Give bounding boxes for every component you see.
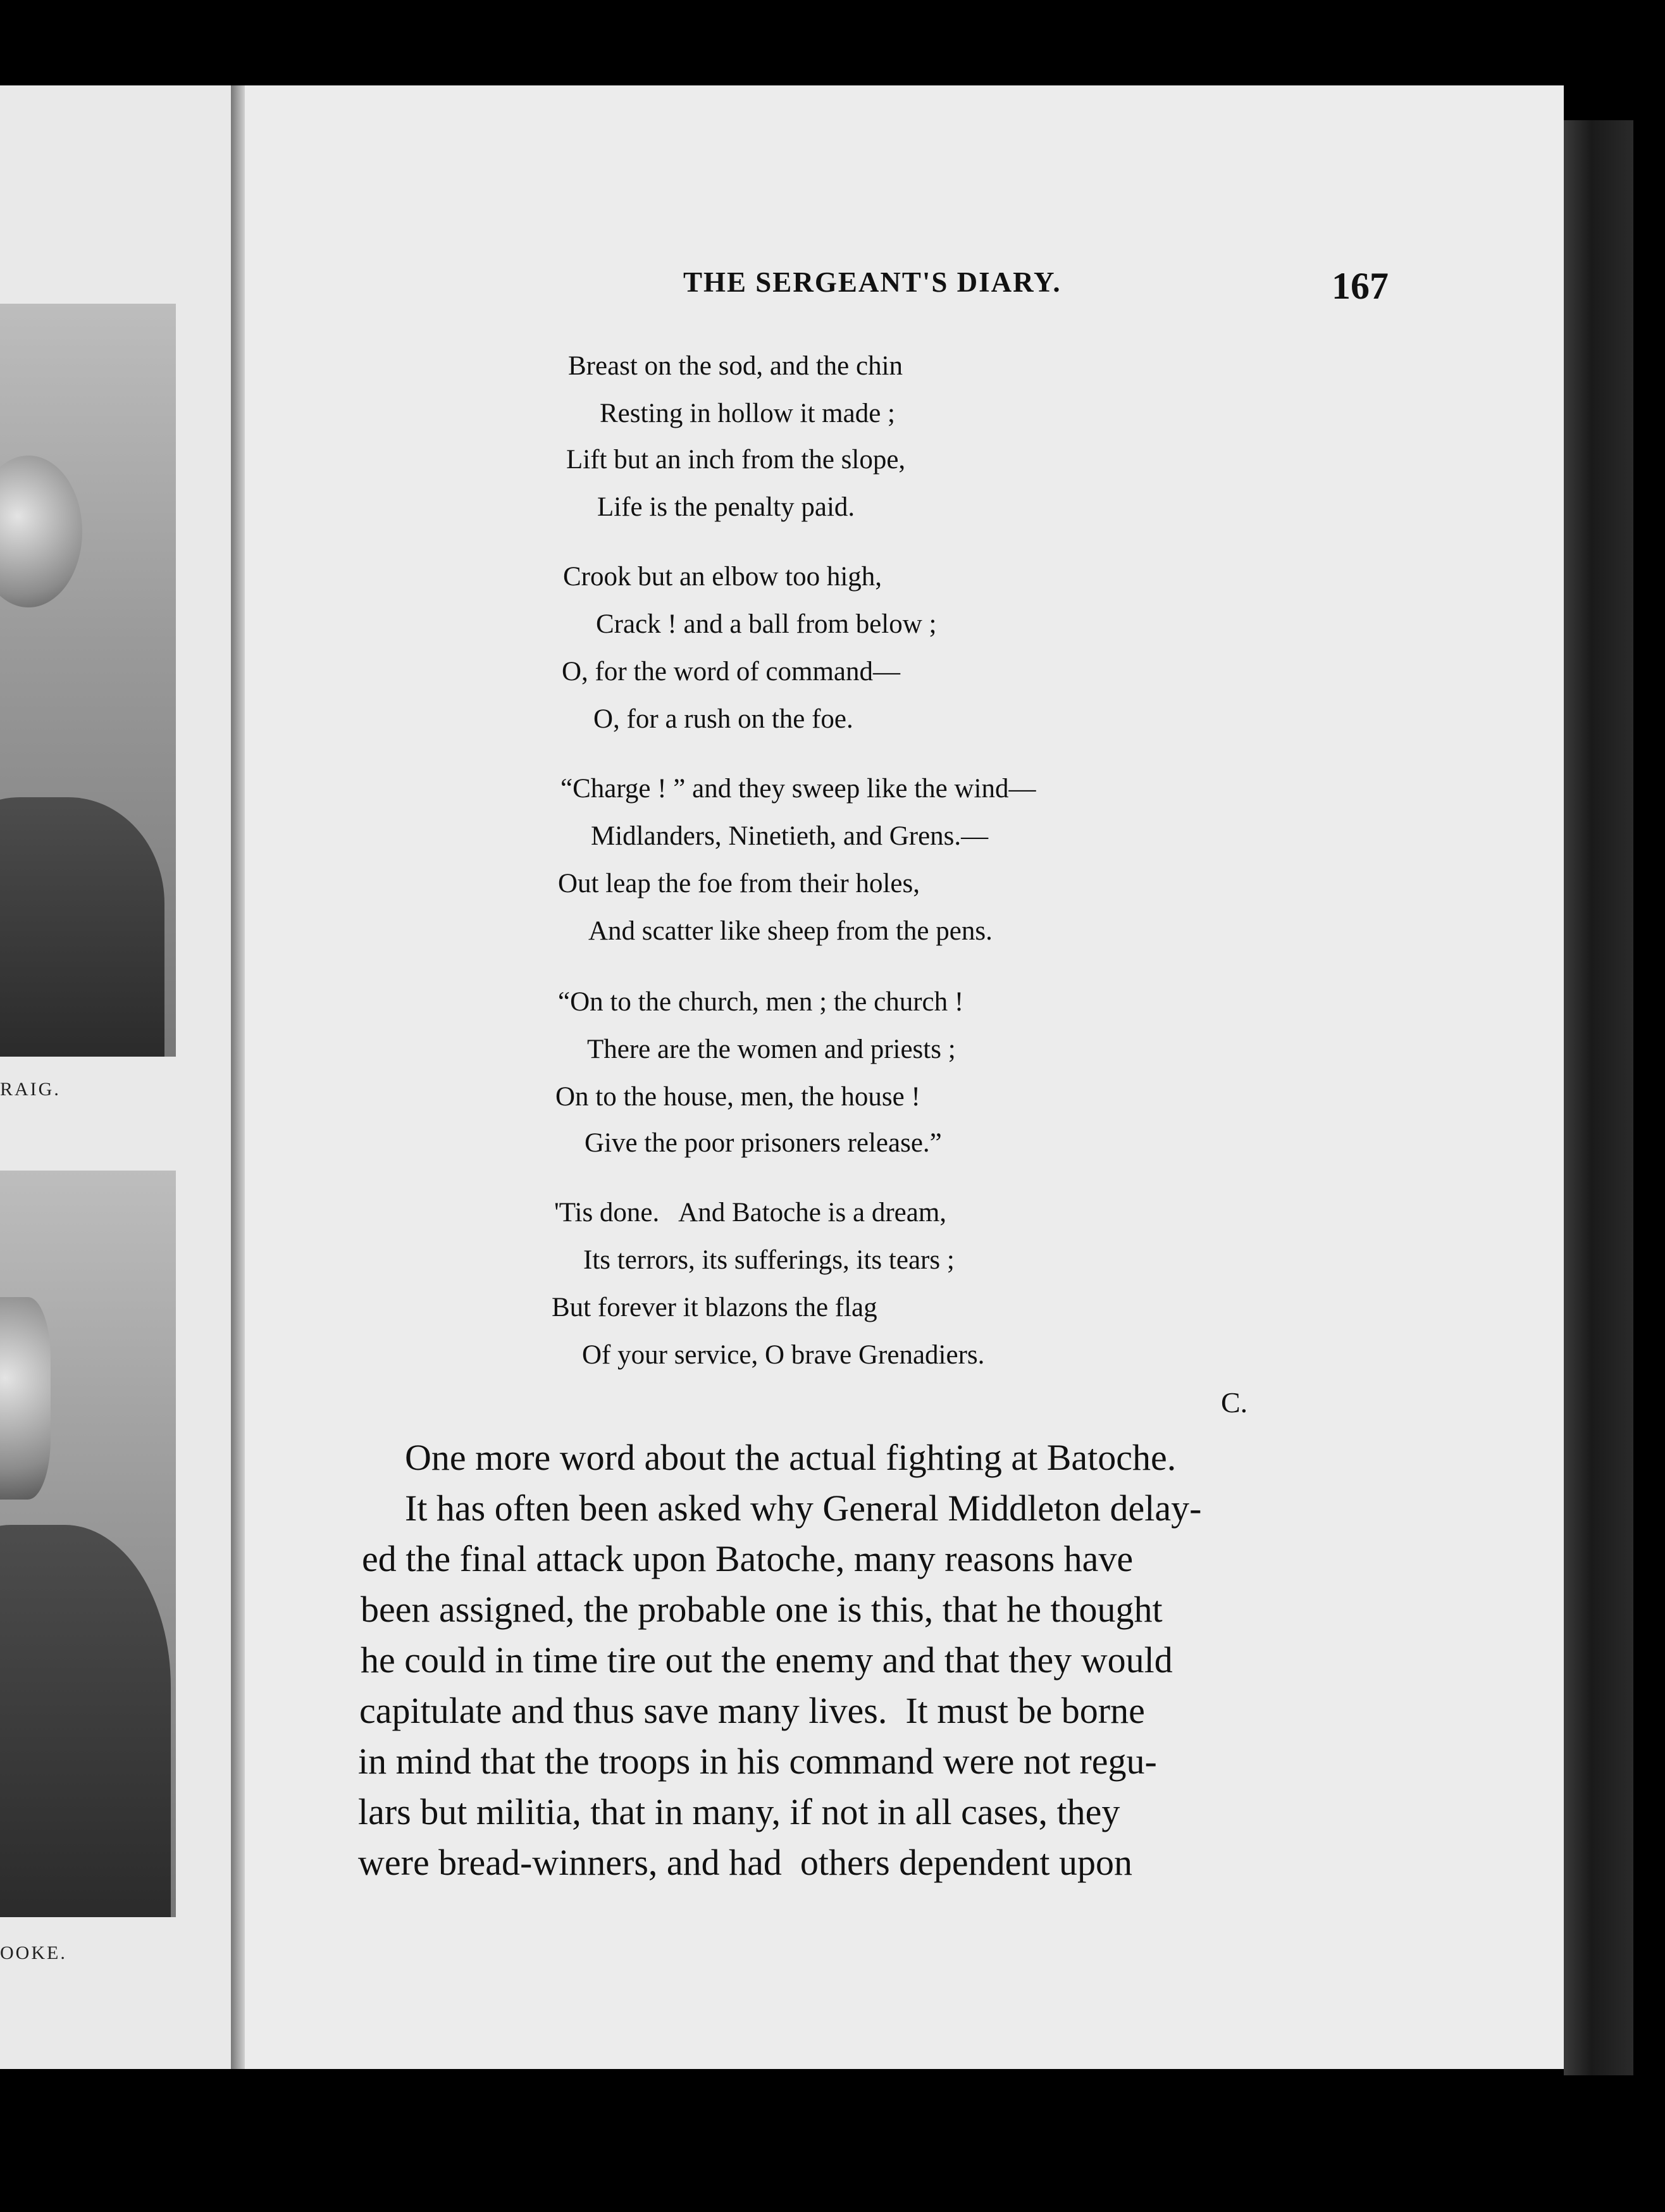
poem-line: Breast on the sod, and the chin [568, 351, 903, 381]
poem-line: Of your service, O brave Grenadiers. [582, 1340, 985, 1370]
poem-line: Resting in hollow it made ; [600, 399, 895, 428]
poem-line: Midlanders, Ninetieth, and Grens.— [591, 821, 989, 851]
prose-line: he could in time tire out the enemy and that they would [361, 1639, 1173, 1681]
prose-line: capitulate and thus save many lives. It must be borne [359, 1690, 1145, 1731]
poem-line: Lift but an inch from the slope, [566, 445, 906, 475]
page-fore-edge [1564, 120, 1633, 2075]
poem-line: There are the women and priests ; [587, 1035, 956, 1064]
prose-line: in mind that the troops in his command were not regu- [358, 1741, 1157, 1782]
photo-caption-top: RAIG. [0, 1079, 61, 1100]
poem-line: And scatter like sheep from the pens. [588, 916, 993, 946]
prose-line: One more word about the actual fighting at Batoche. [405, 1437, 1177, 1478]
poem-line: Life is the penalty paid. [597, 492, 855, 522]
prose-line: It has often been asked why General Middleton delay- [405, 1488, 1202, 1529]
poem-line: Its terrors, its sufferings, its tears ; [583, 1245, 955, 1275]
prose-line: lars but militia, that in many, if not in all cases, they [358, 1791, 1120, 1832]
book-gutter [231, 85, 245, 2069]
prose-line: been assigned, the probable one is this, that he thought [361, 1589, 1163, 1630]
poem-line: Give the poor prisoners release.” [585, 1128, 942, 1158]
facing-page [0, 85, 231, 2069]
poem-line: But forever it blazons the flag [552, 1293, 877, 1322]
prose-line: were bread-winners, and had others dependent upon [358, 1842, 1133, 1883]
poem-line: 'Tis done. And Batoche is a dream, [554, 1198, 947, 1227]
portrait-photo-top [0, 304, 176, 1057]
poem-line: “Charge ! ” and they sweep like the wind— [560, 774, 1036, 804]
prose-line: ed the final attack upon Batoche, many reasons have [362, 1538, 1134, 1579]
poem-line: O, for the word of command— [562, 657, 900, 687]
poem-line: O, for a rush on the foe. [593, 704, 853, 734]
poem-line: Out leap the foe from their holes, [558, 869, 920, 898]
poem-line: “On to the church, men ; the church ! [558, 987, 964, 1017]
portrait-photo-bottom [0, 1171, 176, 1917]
poem-line: On to the house, men, the house ! [555, 1082, 920, 1112]
page-number: 167 [1332, 265, 1389, 307]
poem-line: Crook but an elbow too high, [563, 562, 882, 592]
running-head: THE SERGEANT'S DIARY. [683, 266, 1062, 298]
poem-line: Crack ! and a ball from below ; [596, 609, 937, 639]
poem-signature: C. [1221, 1386, 1248, 1419]
photo-caption-bottom: OOKE. [0, 1942, 67, 1963]
